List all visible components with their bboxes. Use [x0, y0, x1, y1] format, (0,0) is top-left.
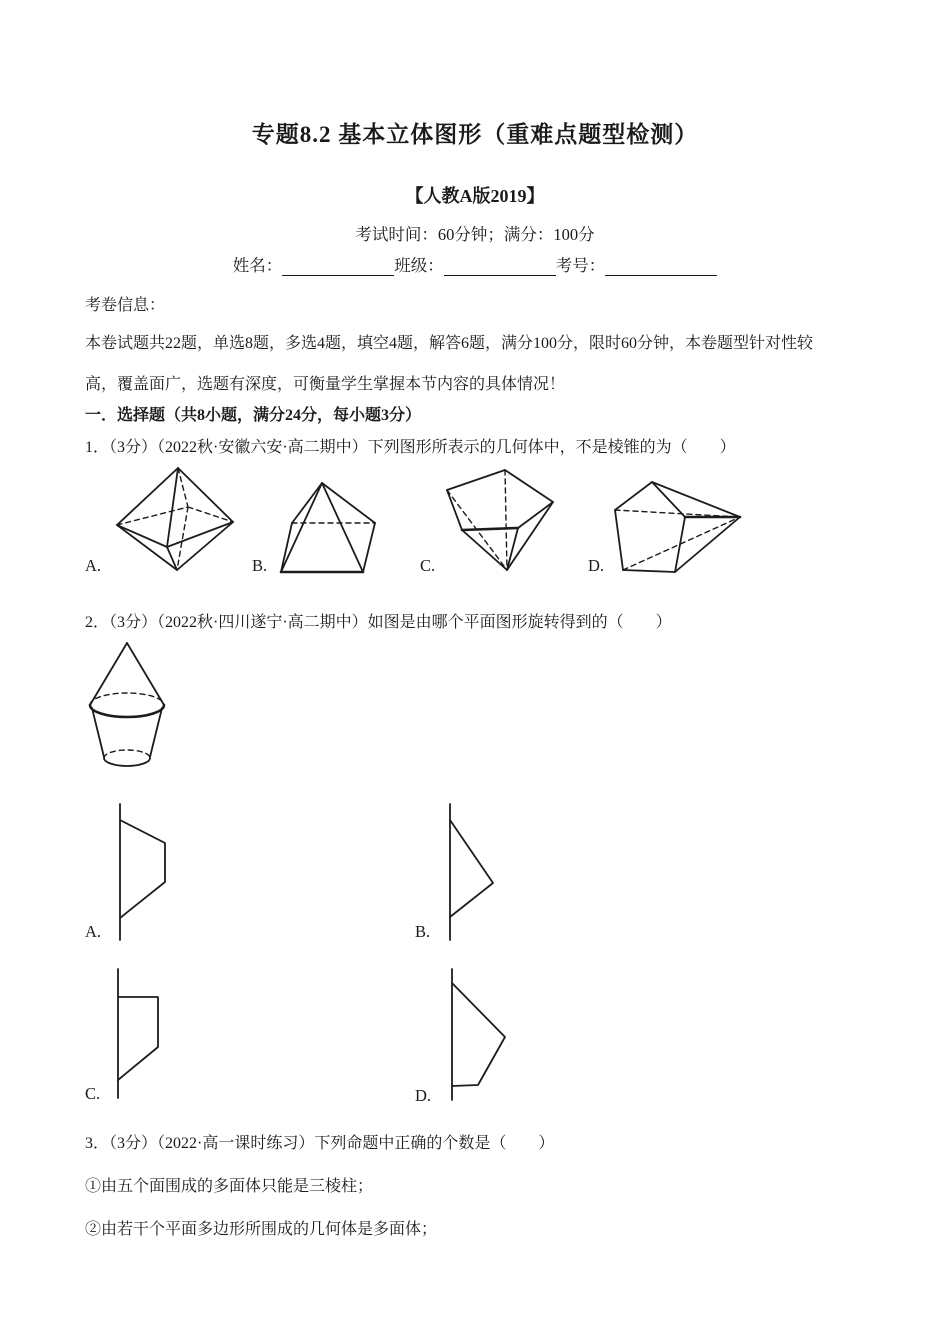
q2-option-c-label: C. — [85, 1084, 101, 1103]
class-blank — [444, 258, 556, 276]
q2-option-b-label: B. — [415, 922, 431, 941]
paper-info-heading: 考卷信息： — [85, 297, 166, 314]
exam-no-blank — [605, 258, 717, 276]
q1-figure-b-pyramid — [272, 465, 387, 580]
name-label: 姓名： — [232, 256, 283, 275]
question-3-text: 3．（3分）（2022·高一课时练习）下列命题中正确的个数是（ ） — [85, 1135, 555, 1152]
q2-option-d-label: D. — [415, 1086, 432, 1105]
q2-stem-figure-cone-frustum — [83, 633, 178, 778]
q2-figure-c-profile — [108, 965, 178, 1105]
paper-info-line2: 高，覆盖面广，选题有深度，可衡量学生掌握本节内容的具体情况！ — [85, 376, 566, 393]
question-2-text: 2．（3分）（2022秋·四川遂宁·高二期中）如图是由哪个平面图形旋转得到的（ ） — [85, 614, 672, 631]
q2-figure-b-profile — [440, 800, 510, 945]
page-title: 专题8.2 基本立体图形（重难点题型检测） — [251, 122, 699, 147]
question-1-text: 1．（3分）（2022秋·安徽六安·高二期中）下列图形所表示的几何体中，不是棱锥的为（ ） — [85, 439, 736, 456]
question-3-item-2: ②由若干个平面多边形所围成的几何体是多面体； — [85, 1221, 438, 1238]
class-label: 班级： — [394, 256, 444, 275]
name-blank — [282, 258, 394, 276]
edition-label: 【人教A版2019】 — [405, 186, 545, 206]
q2-figure-a-profile — [110, 800, 180, 945]
exam-no-label: 考号： — [555, 256, 606, 275]
name-row — [0, 252, 950, 276]
question-3-item-1: ①由五个面围成的多面体只能是三棱柱； — [85, 1178, 374, 1195]
section1-heading: 一．选择题（共8小题，满分24分，每小题3分） — [85, 407, 422, 424]
q2-figure-d-profile — [442, 965, 522, 1105]
exam-meta: 考试时间：60分钟；满分：100分 — [355, 225, 595, 244]
paper-info-line1: 本卷试题共22题，单选8题，多选4题，填空4题，解答6题，满分100分，限时60分钟，本卷题型针对性较 — [85, 335, 814, 352]
q1-option-c-label: C. — [420, 556, 436, 575]
q2-option-a-label: A. — [85, 922, 102, 941]
q1-option-b-label: B. — [252, 556, 268, 575]
q1-figure-c-inverted-pyramid — [438, 462, 568, 577]
q1-option-a-label: A. — [85, 556, 102, 575]
q1-figure-a-octahedron — [100, 460, 245, 578]
q1-figure-d-pyramid — [606, 462, 746, 577]
q1-option-d-label: D. — [588, 556, 605, 575]
